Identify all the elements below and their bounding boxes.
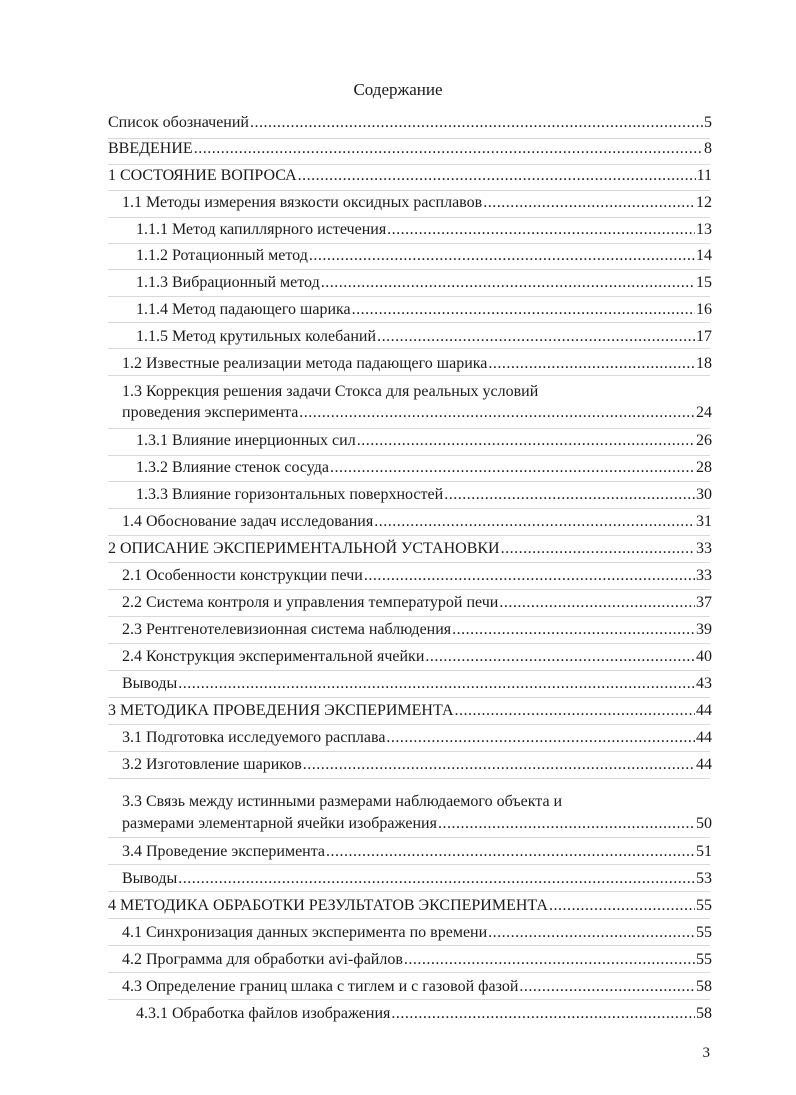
toc-entry-title: 4.3.1 Обработка файлов изображения [136, 1005, 391, 1022]
toc-entry-page: 33 [696, 540, 712, 557]
toc-entry[interactable] [122, 951, 712, 969]
leader-dots [194, 140, 703, 158]
toc-entry-page: 30 [696, 486, 712, 503]
toc-entry-page: 44 [696, 702, 712, 719]
toc-entry[interactable] [122, 675, 712, 693]
leader-dots [309, 247, 695, 265]
toc-entry-title: 3.1 Подготовка исследуемого расплава [122, 729, 386, 746]
toc-entry-page: 16 [696, 301, 712, 318]
toc-entry[interactable] [122, 567, 712, 585]
toc-entry-page: 11 [696, 167, 712, 184]
leader-dots [499, 594, 695, 612]
leader-dots [455, 702, 695, 720]
toc-entry[interactable] [122, 355, 712, 373]
toc-entry[interactable] [122, 594, 712, 612]
toc-entry[interactable] [122, 404, 712, 422]
toc-entry-title: ВВЕДЕНИЕ [108, 140, 193, 157]
toc-entry-title: 1.3.1 Влияние инерционных сил [136, 432, 356, 449]
toc-entry-title: 3 МЕТОДИКА ПРОВЕДЕНИЯ ЭКСПЕРИМЕНТА [108, 702, 454, 719]
toc-entry-title: Список обозначений [108, 114, 249, 131]
toc-entry-page: 39 [696, 621, 712, 638]
leader-dots [298, 167, 696, 185]
toc-entry[interactable] [108, 114, 712, 132]
toc-entry-page: 26 [696, 432, 712, 449]
toc-entry-page: 51 [696, 843, 712, 860]
toc-entry-title: 2.1 Особенности конструкции печи [122, 567, 363, 584]
toc-entry-page: 43 [696, 675, 712, 692]
leader-dots [321, 274, 695, 292]
leader-dots [330, 459, 695, 477]
toc-entry-page: 53 [696, 870, 712, 887]
toc-entry-title: проведения эксперимента [122, 404, 299, 421]
toc-entry-page: 28 [696, 459, 712, 476]
leader-dots [352, 301, 695, 319]
toc-entry[interactable] [136, 432, 712, 450]
toc-entry-title: 1.1.1 Метод капиллярного истечения [136, 221, 387, 238]
toc-entry[interactable] [122, 843, 712, 861]
toc-entry-title: 3.4 Проведение эксперимента [122, 843, 326, 860]
toc-entry-page: 18 [696, 355, 712, 372]
toc-entry-page: 13 [696, 221, 712, 238]
toc-entry[interactable] [122, 815, 712, 833]
toc-entry-title: 1.3.3 Влияние горизонтальных поверхностей [136, 486, 444, 503]
leader-dots [444, 486, 695, 504]
toc-entry-title-line1[interactable]: 1.3 Коррекция решения задачи Стокса для реальных условий [122, 383, 539, 400]
leader-dots [357, 432, 695, 450]
toc-entry[interactable] [108, 897, 712, 915]
toc-entry[interactable] [136, 247, 712, 265]
toc-entry[interactable] [108, 702, 712, 720]
toc-entry-title: 4 МЕТОДИКА ОБРАБОТКИ РЕЗУЛЬТАТОВ ЭКСПЕРИМЕНТА [108, 897, 548, 914]
toc-entry[interactable] [108, 167, 712, 185]
toc-entry-page: 8 [704, 140, 712, 157]
toc-entry[interactable] [122, 194, 712, 212]
toc-entry-title: 1.1 Методы измерения вязкости оксидных расплавов [122, 194, 483, 211]
toc-entry-page: 40 [696, 648, 712, 665]
leader-dots [391, 1005, 695, 1023]
leader-dots [483, 194, 695, 212]
toc-entry-page: 31 [696, 513, 712, 530]
toc-entry-title: 2.2 Система контроля и управления температурой печи [122, 594, 499, 611]
toc-entry-title: размерами элементарной ячейки изображения [122, 815, 437, 832]
toc-entry[interactable] [122, 513, 712, 531]
toc-entry-page: 50 [696, 815, 712, 832]
toc-entry-page: 37 [696, 594, 712, 611]
leader-dots [303, 756, 695, 774]
toc-entry-title: 4.3 Определение границ шлака с тиглем и с газовой фазой [122, 978, 519, 995]
toc-entry-page: 33 [696, 567, 712, 584]
toc-entry-title: Выводы [122, 870, 178, 887]
leader-dots [488, 924, 695, 942]
leader-dots [452, 621, 695, 639]
leader-dots [178, 675, 695, 693]
toc-entry-page: 5 [704, 114, 712, 131]
toc-entry-title: 1 СОСТОЯНИЕ ВОПРОСА [108, 167, 297, 184]
toc-entry-page: 55 [696, 897, 712, 914]
toc-entry[interactable] [122, 729, 712, 747]
toc-entry-title: 1.1.4 Метод падающего шарика [136, 301, 351, 318]
leader-dots [377, 328, 695, 346]
leader-dots [374, 513, 695, 531]
leader-dots [326, 843, 695, 861]
toc-entry[interactable] [136, 459, 712, 477]
toc-entry[interactable] [108, 140, 712, 158]
leader-dots [488, 355, 695, 373]
toc-entry[interactable] [136, 274, 712, 292]
toc-entry-title: 1.1.2 Ротационный метод [136, 247, 308, 264]
toc-entry[interactable] [136, 301, 712, 319]
leader-dots [387, 221, 695, 239]
toc-entry-title: 1.3.2 Влияние стенок сосуда [136, 459, 329, 476]
leader-dots [178, 870, 695, 888]
page-title: Содержание [353, 80, 443, 99]
leader-dots [299, 404, 695, 422]
toc-entry[interactable] [122, 648, 712, 666]
leader-dots [501, 540, 695, 558]
leader-dots [438, 815, 695, 833]
toc-entry-page: 15 [696, 274, 712, 291]
toc-entry-page: 55 [696, 924, 712, 941]
toc-entry-page: 24 [696, 404, 712, 421]
toc-entry-title: 1.1.3 Вибрационный метод [136, 274, 320, 291]
toc-entry[interactable] [122, 621, 712, 639]
toc-entry[interactable] [122, 756, 712, 774]
toc-entry-title: 3.2 Изготовление шариков [122, 756, 302, 773]
toc-entry-title: Выводы [122, 675, 178, 692]
toc-entry-title: 4.1 Синхронизация данных эксперимента по времени [122, 924, 488, 941]
toc-entry-page: 55 [696, 951, 712, 968]
toc-entry-page: 44 [696, 756, 712, 773]
toc-entry[interactable] [122, 978, 712, 996]
toc-entry[interactable] [136, 328, 712, 346]
toc-entry-page: 44 [696, 729, 712, 746]
toc-entry[interactable] [136, 486, 712, 504]
leader-dots [549, 897, 695, 915]
toc-entry-title: 2.4 Конструкция экспериментальной ячейки [122, 648, 425, 665]
toc-entry-page: 12 [696, 194, 712, 211]
toc-entry-page: 17 [696, 328, 712, 345]
leader-dots [425, 648, 695, 666]
leader-dots [404, 951, 695, 969]
leader-dots [250, 114, 703, 132]
toc-entry-title: 2 ОПИСАНИЕ ЭКСПЕРИМЕНТАЛЬНОЙ УСТАНОВКИ [108, 540, 500, 557]
leader-dots [386, 729, 695, 747]
toc-entry-page: 58 [696, 978, 712, 995]
toc-entry[interactable] [136, 1005, 712, 1023]
toc-entry-page: 14 [696, 247, 712, 264]
toc-entry-page: 58 [696, 1005, 712, 1022]
toc-entry-title: 2.3 Рентгенотелевизионная система наблюдения [122, 621, 452, 638]
toc-entry-title: 1.4 Обоснование задач исследования [122, 513, 374, 530]
toc-entry-title: 4.2 Программа для обработки avi-файлов [122, 951, 403, 968]
page-number: 3 [702, 1045, 710, 1061]
toc-entry[interactable] [122, 870, 712, 888]
toc-entry[interactable] [122, 924, 712, 942]
toc-entry[interactable] [108, 540, 712, 558]
toc-entry-title: 1.2 Известные реализации метода падающего шарика [122, 355, 488, 372]
leader-dots [364, 567, 695, 585]
leader-dots [519, 978, 695, 996]
toc-entry[interactable] [136, 221, 712, 239]
toc-entry-title: 1.1.5 Метод крутильных колебаний [136, 328, 377, 345]
toc-entry-title-line1[interactable]: 3.3 Связь между истинными размерами наблюдаемого объекта и [122, 793, 563, 810]
